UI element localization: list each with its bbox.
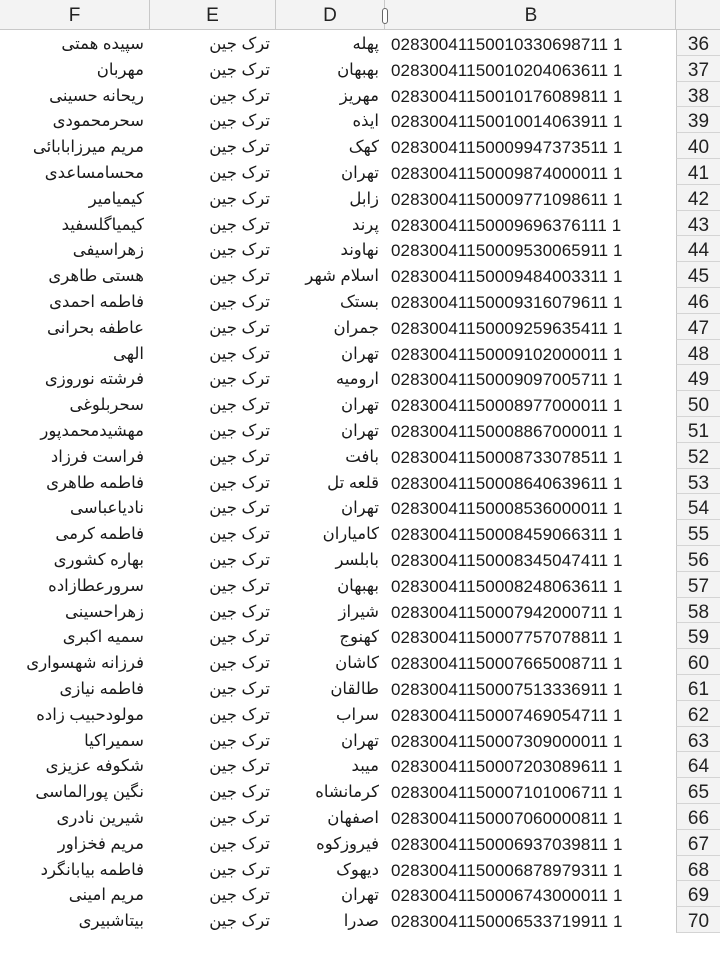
cell-code[interactable]: 02830041150009097005711 1 (391, 370, 623, 390)
cell-name[interactable]: زهراسیفی (72, 241, 144, 260)
column-header-bar (0, 0, 720, 30)
column-header-b[interactable]: B (387, 0, 676, 30)
cell-code[interactable]: 02830041150007469054711 1 (391, 705, 623, 725)
cell-city[interactable]: صدرا (343, 912, 379, 931)
cell-product[interactable]: ترک جین (209, 344, 270, 363)
table-row (0, 546, 720, 572)
cell-code[interactable]: 02830041150008248063611 1 (391, 576, 623, 596)
cell-city[interactable]: ایذه (352, 112, 379, 131)
cell-product[interactable]: ترک جین (209, 783, 270, 802)
cell-code[interactable]: 02830041150007757078811 1 (391, 628, 623, 648)
cell-name[interactable]: بیتاشبیری (78, 912, 144, 931)
row-number[interactable]: 38 (676, 82, 720, 108)
row-number[interactable]: 70 (676, 907, 720, 933)
cell-city[interactable]: تهران (340, 163, 379, 182)
cell-name[interactable]: فرشته نوروزی (44, 370, 144, 389)
cell-product[interactable]: ترک جین (209, 525, 270, 544)
table-row (0, 133, 720, 159)
cell-name[interactable]: نگین پورالماسی (35, 783, 144, 802)
table-row (0, 185, 720, 211)
table-row (0, 830, 720, 856)
cell-product[interactable]: ترک جین (209, 215, 270, 234)
cell-code[interactable]: 02830041150008867000011 1 (391, 421, 623, 441)
cell-code[interactable]: 02830041150009484003311 1 (391, 267, 623, 287)
row-number[interactable]: 69 (676, 881, 720, 907)
cell-code[interactable]: 02830041150009947373511 1 (391, 138, 623, 158)
cell-product[interactable]: ترک جین (209, 138, 270, 157)
cell-name[interactable]: الهی (113, 344, 144, 363)
row-number[interactable]: 49 (676, 365, 720, 391)
table-row (0, 804, 720, 830)
cell-product[interactable]: ترک جین (209, 705, 270, 724)
cell-product[interactable]: ترک جین (209, 757, 270, 776)
cell-product[interactable]: ترک جین (209, 421, 270, 440)
table-row (0, 107, 720, 133)
cell-city[interactable]: تهران (340, 499, 379, 518)
row-number[interactable]: 42 (676, 185, 720, 211)
cell-name[interactable]: شیرین نادری (56, 808, 144, 827)
cell-product[interactable]: ترک جین (209, 163, 270, 182)
cell-product[interactable]: ترک جین (209, 834, 270, 853)
cell-city[interactable]: کرمانشاه (315, 783, 379, 802)
row-number[interactable]: 37 (676, 56, 720, 82)
cell-code[interactable]: 02830041150006533719911 1 (391, 912, 623, 932)
cell-code[interactable]: 02830041150008640639611 1 (391, 473, 623, 493)
row-number[interactable]: 39 (676, 107, 720, 133)
cell-product[interactable]: ترک جین (209, 60, 270, 79)
row-number[interactable]: 54 (676, 494, 720, 520)
row-number[interactable]: 64 (676, 752, 720, 778)
row-number[interactable]: 47 (676, 314, 720, 340)
column-header-e[interactable]: E (150, 0, 276, 30)
cell-name[interactable]: مولودحبیب زاده (36, 705, 144, 724)
row-number[interactable]: 46 (676, 288, 720, 314)
cell-city[interactable]: تهران (340, 396, 379, 415)
row-number[interactable]: 43 (676, 211, 720, 237)
cell-city[interactable]: بهبهان (337, 60, 379, 79)
cell-product[interactable]: ترک جین (209, 602, 270, 621)
cell-city[interactable]: تهران (340, 344, 379, 363)
cell-city[interactable]: قلعه تل (327, 473, 379, 492)
cell-product[interactable]: ترک جین (209, 396, 270, 415)
table-row (0, 288, 720, 314)
row-number[interactable]: 56 (676, 546, 720, 572)
select-all-corner[interactable] (676, 0, 720, 30)
cell-code[interactable]: 02830041150009259635411 1 (391, 318, 623, 338)
row-number[interactable]: 36 (676, 30, 720, 56)
cell-city[interactable]: شیراز (338, 602, 379, 621)
cell-city[interactable]: دیهوک (336, 860, 379, 879)
cell-city[interactable]: کاشان (335, 654, 379, 673)
cell-code[interactable]: 02830041150009771098611 1 (391, 189, 623, 209)
table-row (0, 391, 720, 417)
cell-code[interactable]: 02830041150010330698711 1 (391, 35, 623, 54)
cell-code[interactable]: 02830041150008977000011 1 (391, 396, 623, 416)
cell-code[interactable]: 02830041150009696376111 1 (391, 215, 622, 235)
cell-code[interactable]: 02830041150007665008711 1 (391, 654, 623, 674)
cell-code[interactable]: 02830041150008733078511 1 (391, 447, 623, 467)
cell-code[interactable]: 02830041150010176089811 1 (391, 86, 623, 106)
cell-city[interactable]: بافت (345, 447, 379, 466)
table-row (0, 572, 720, 598)
cell-city[interactable]: کهک (348, 138, 379, 157)
cell-name[interactable]: کیمیاگلسفید (61, 215, 144, 234)
cell-code[interactable]: 02830041150008459066311 1 (391, 525, 623, 545)
cell-city[interactable]: نهاوند (340, 241, 379, 260)
row-number[interactable]: 68 (676, 856, 720, 882)
cell-name[interactable]: بهاره کشوری (53, 550, 144, 569)
cell-product[interactable]: ترک جین (209, 318, 270, 337)
cell-name[interactable]: محسامساعدی (44, 163, 144, 182)
cell-product[interactable]: ترک جین (209, 808, 270, 827)
cell-code[interactable]: 02830041150006937039811 1 (391, 834, 623, 854)
table-row (0, 778, 720, 804)
table-row (0, 30, 720, 56)
table-row (0, 752, 720, 778)
row-number[interactable]: 61 (676, 675, 720, 701)
cell-city[interactable]: اصفهان (327, 808, 379, 827)
cell-city[interactable]: سراب (335, 705, 379, 724)
cell-name[interactable]: سرورعطازاده (48, 576, 144, 595)
column-header-f[interactable]: F (0, 0, 150, 30)
row-number[interactable]: 53 (676, 469, 720, 495)
table-row (0, 211, 720, 237)
table-row (0, 881, 720, 907)
cell-name[interactable]: مریم امینی (68, 886, 144, 905)
cell-product[interactable]: ترک جین (209, 112, 270, 131)
cell-product[interactable]: ترک جین (209, 241, 270, 260)
table-row (0, 365, 720, 391)
cell-name[interactable]: سحربلوغی (69, 396, 144, 415)
row-number[interactable]: 62 (676, 701, 720, 727)
table-row (0, 443, 720, 469)
table-row (0, 340, 720, 366)
row-number[interactable]: 63 (676, 727, 720, 753)
row-number[interactable]: 57 (676, 572, 720, 598)
cell-city[interactable]: پرند (352, 215, 379, 234)
cell-name[interactable]: ریحانه حسینی (49, 86, 144, 105)
cell-city[interactable]: میبد (351, 757, 379, 776)
cell-product[interactable]: ترک جین (209, 35, 270, 53)
cell-product[interactable]: ترک جین (209, 731, 270, 750)
table-row (0, 649, 720, 675)
cell-code[interactable]: 02830041150006743000011 1 (391, 886, 623, 906)
column-header-d[interactable]: D (276, 0, 385, 30)
cell-city[interactable]: زابل (349, 189, 379, 208)
cell-code[interactable]: 02830041150007513336911 1 (391, 679, 623, 699)
cell-name[interactable]: مهشیدمحمدپور (40, 421, 144, 440)
cell-product[interactable]: ترک جین (209, 860, 270, 879)
cell-code[interactable]: 02830041150010014063911 1 (391, 112, 623, 132)
cell-name[interactable]: فاطمه کرمی (55, 525, 144, 544)
table-row (0, 314, 720, 340)
cell-name[interactable]: فاطمه طاهری (46, 473, 144, 492)
row-number[interactable]: 51 (676, 417, 720, 443)
table-row (0, 520, 720, 546)
cell-product[interactable]: ترک جین (209, 499, 270, 518)
cell-product[interactable]: ترک جین (209, 912, 270, 931)
row-number[interactable]: 45 (676, 262, 720, 288)
cell-name[interactable]: مریم فخزاور (57, 834, 144, 853)
sheet-rows (0, 30, 720, 933)
row-number[interactable]: 67 (676, 830, 720, 856)
cell-name[interactable]: فراست فرزاد (50, 447, 144, 466)
cell-name[interactable]: سحرمحمودی (52, 112, 144, 131)
cell-product[interactable]: ترک جین (209, 654, 270, 673)
cell-city[interactable]: ارومیه (335, 370, 379, 389)
cell-name[interactable]: شکوفه عزیزی (45, 757, 144, 776)
row-number[interactable]: 41 (676, 159, 720, 185)
row-number[interactable]: 66 (676, 804, 720, 830)
cell-name[interactable]: فرزانه شهسواری (26, 654, 144, 673)
table-row (0, 623, 720, 649)
cell-code[interactable]: 02830041150009530065911 1 (391, 241, 623, 261)
cell-city[interactable]: کهنوج (339, 628, 379, 647)
cell-city[interactable]: بهبهان (337, 576, 379, 595)
cell-product[interactable]: ترک جین (209, 189, 270, 208)
cell-code[interactable]: 02830041150007942000711 1 (391, 602, 623, 622)
cell-product[interactable]: ترک جین (209, 447, 270, 466)
cell-name[interactable]: فاطمه نیازی (59, 679, 144, 698)
table-row (0, 856, 720, 882)
table-row (0, 598, 720, 624)
cell-name[interactable]: هستی طاهری (48, 267, 144, 286)
cell-product[interactable]: ترک جین (209, 267, 270, 286)
cell-product[interactable]: ترک جین (209, 370, 270, 389)
cell-name[interactable]: زهراحسینی (65, 602, 144, 621)
table-row (0, 236, 720, 262)
cell-code[interactable]: 02830041150007309000011 1 (391, 731, 623, 751)
cell-name[interactable]: سپیده همتی (61, 35, 144, 53)
cell-product[interactable]: ترک جین (209, 550, 270, 569)
row-number[interactable]: 50 (676, 391, 720, 417)
cell-name[interactable]: مهربان (96, 60, 144, 79)
cell-name[interactable]: فاطمه احمدی (49, 292, 144, 311)
table-row (0, 675, 720, 701)
cell-name[interactable]: عاطفه بحرانی (46, 318, 144, 337)
row-number[interactable]: 52 (676, 443, 720, 469)
cell-code[interactable]: 02830041150007101006711 1 (391, 783, 623, 803)
cell-code[interactable]: 02830041150008345047411 1 (391, 550, 623, 570)
row-number[interactable]: 55 (676, 520, 720, 546)
cell-city[interactable]: پهله (352, 35, 379, 53)
cell-city[interactable]: تهران (340, 731, 379, 750)
cell-product[interactable]: ترک جین (209, 628, 270, 647)
cell-city[interactable]: طالقان (330, 679, 379, 698)
cell-code[interactable]: 02830041150009102000011 1 (391, 344, 623, 364)
cell-city[interactable]: کامیاران (322, 525, 379, 544)
cell-product[interactable]: ترک جین (209, 473, 270, 492)
cell-code[interactable]: 02830041150009874000011 1 (391, 163, 623, 183)
cell-code[interactable]: 02830041150008536000011 1 (391, 499, 623, 519)
cell-city[interactable]: مهریز (339, 86, 379, 105)
cell-code[interactable]: 02830041150010204063611 1 (391, 60, 623, 80)
cell-city[interactable]: تهران (340, 886, 379, 905)
table-row (0, 56, 720, 82)
cell-city[interactable]: فیروزکوه (316, 834, 379, 853)
row-number[interactable]: 48 (676, 340, 720, 366)
cell-product[interactable]: ترک جین (209, 292, 270, 311)
row-number[interactable]: 60 (676, 649, 720, 675)
table-row (0, 417, 720, 443)
cell-product[interactable]: ترک جین (209, 679, 270, 698)
cell-product[interactable]: ترک جین (209, 86, 270, 105)
row-number[interactable]: 44 (676, 236, 720, 262)
table-row (0, 82, 720, 108)
cell-city[interactable]: جمران (333, 318, 379, 337)
row-number[interactable]: 59 (676, 623, 720, 649)
cell-city[interactable]: بابلسر (335, 550, 379, 569)
table-row (0, 469, 720, 495)
row-number[interactable]: 40 (676, 133, 720, 159)
row-number[interactable]: 65 (676, 778, 720, 804)
row-number[interactable]: 58 (676, 598, 720, 624)
table-row (0, 701, 720, 727)
cell-code[interactable]: 02830041150006878979311 1 (391, 860, 623, 880)
cell-code[interactable]: 02830041150009316079611 1 (391, 292, 623, 312)
table-row (0, 907, 720, 933)
cell-code[interactable]: 02830041150007060000811 1 (391, 808, 623, 828)
cell-name[interactable]: فاطمه بیابانگرد (40, 860, 144, 879)
cell-product[interactable]: ترک جین (209, 576, 270, 595)
cell-code[interactable]: 02830041150007203089611 1 (391, 757, 623, 777)
cell-name[interactable]: کیمیامیر (88, 189, 144, 208)
cell-product[interactable]: ترک جین (209, 886, 270, 905)
cell-city[interactable]: تهران (340, 421, 379, 440)
cell-name[interactable]: نادیاعباسی (69, 499, 144, 518)
table-row (0, 262, 720, 288)
table-row (0, 494, 720, 520)
cell-name[interactable]: سمیراکیا (84, 731, 144, 750)
table-row (0, 727, 720, 753)
cell-city[interactable]: بستک (339, 292, 379, 311)
cell-city[interactable]: اسلام شهر (305, 267, 379, 286)
cell-name[interactable]: سمیه اکبری (62, 628, 144, 647)
cell-name[interactable]: مریم میرزابابائی (32, 138, 144, 157)
table-row (0, 159, 720, 185)
